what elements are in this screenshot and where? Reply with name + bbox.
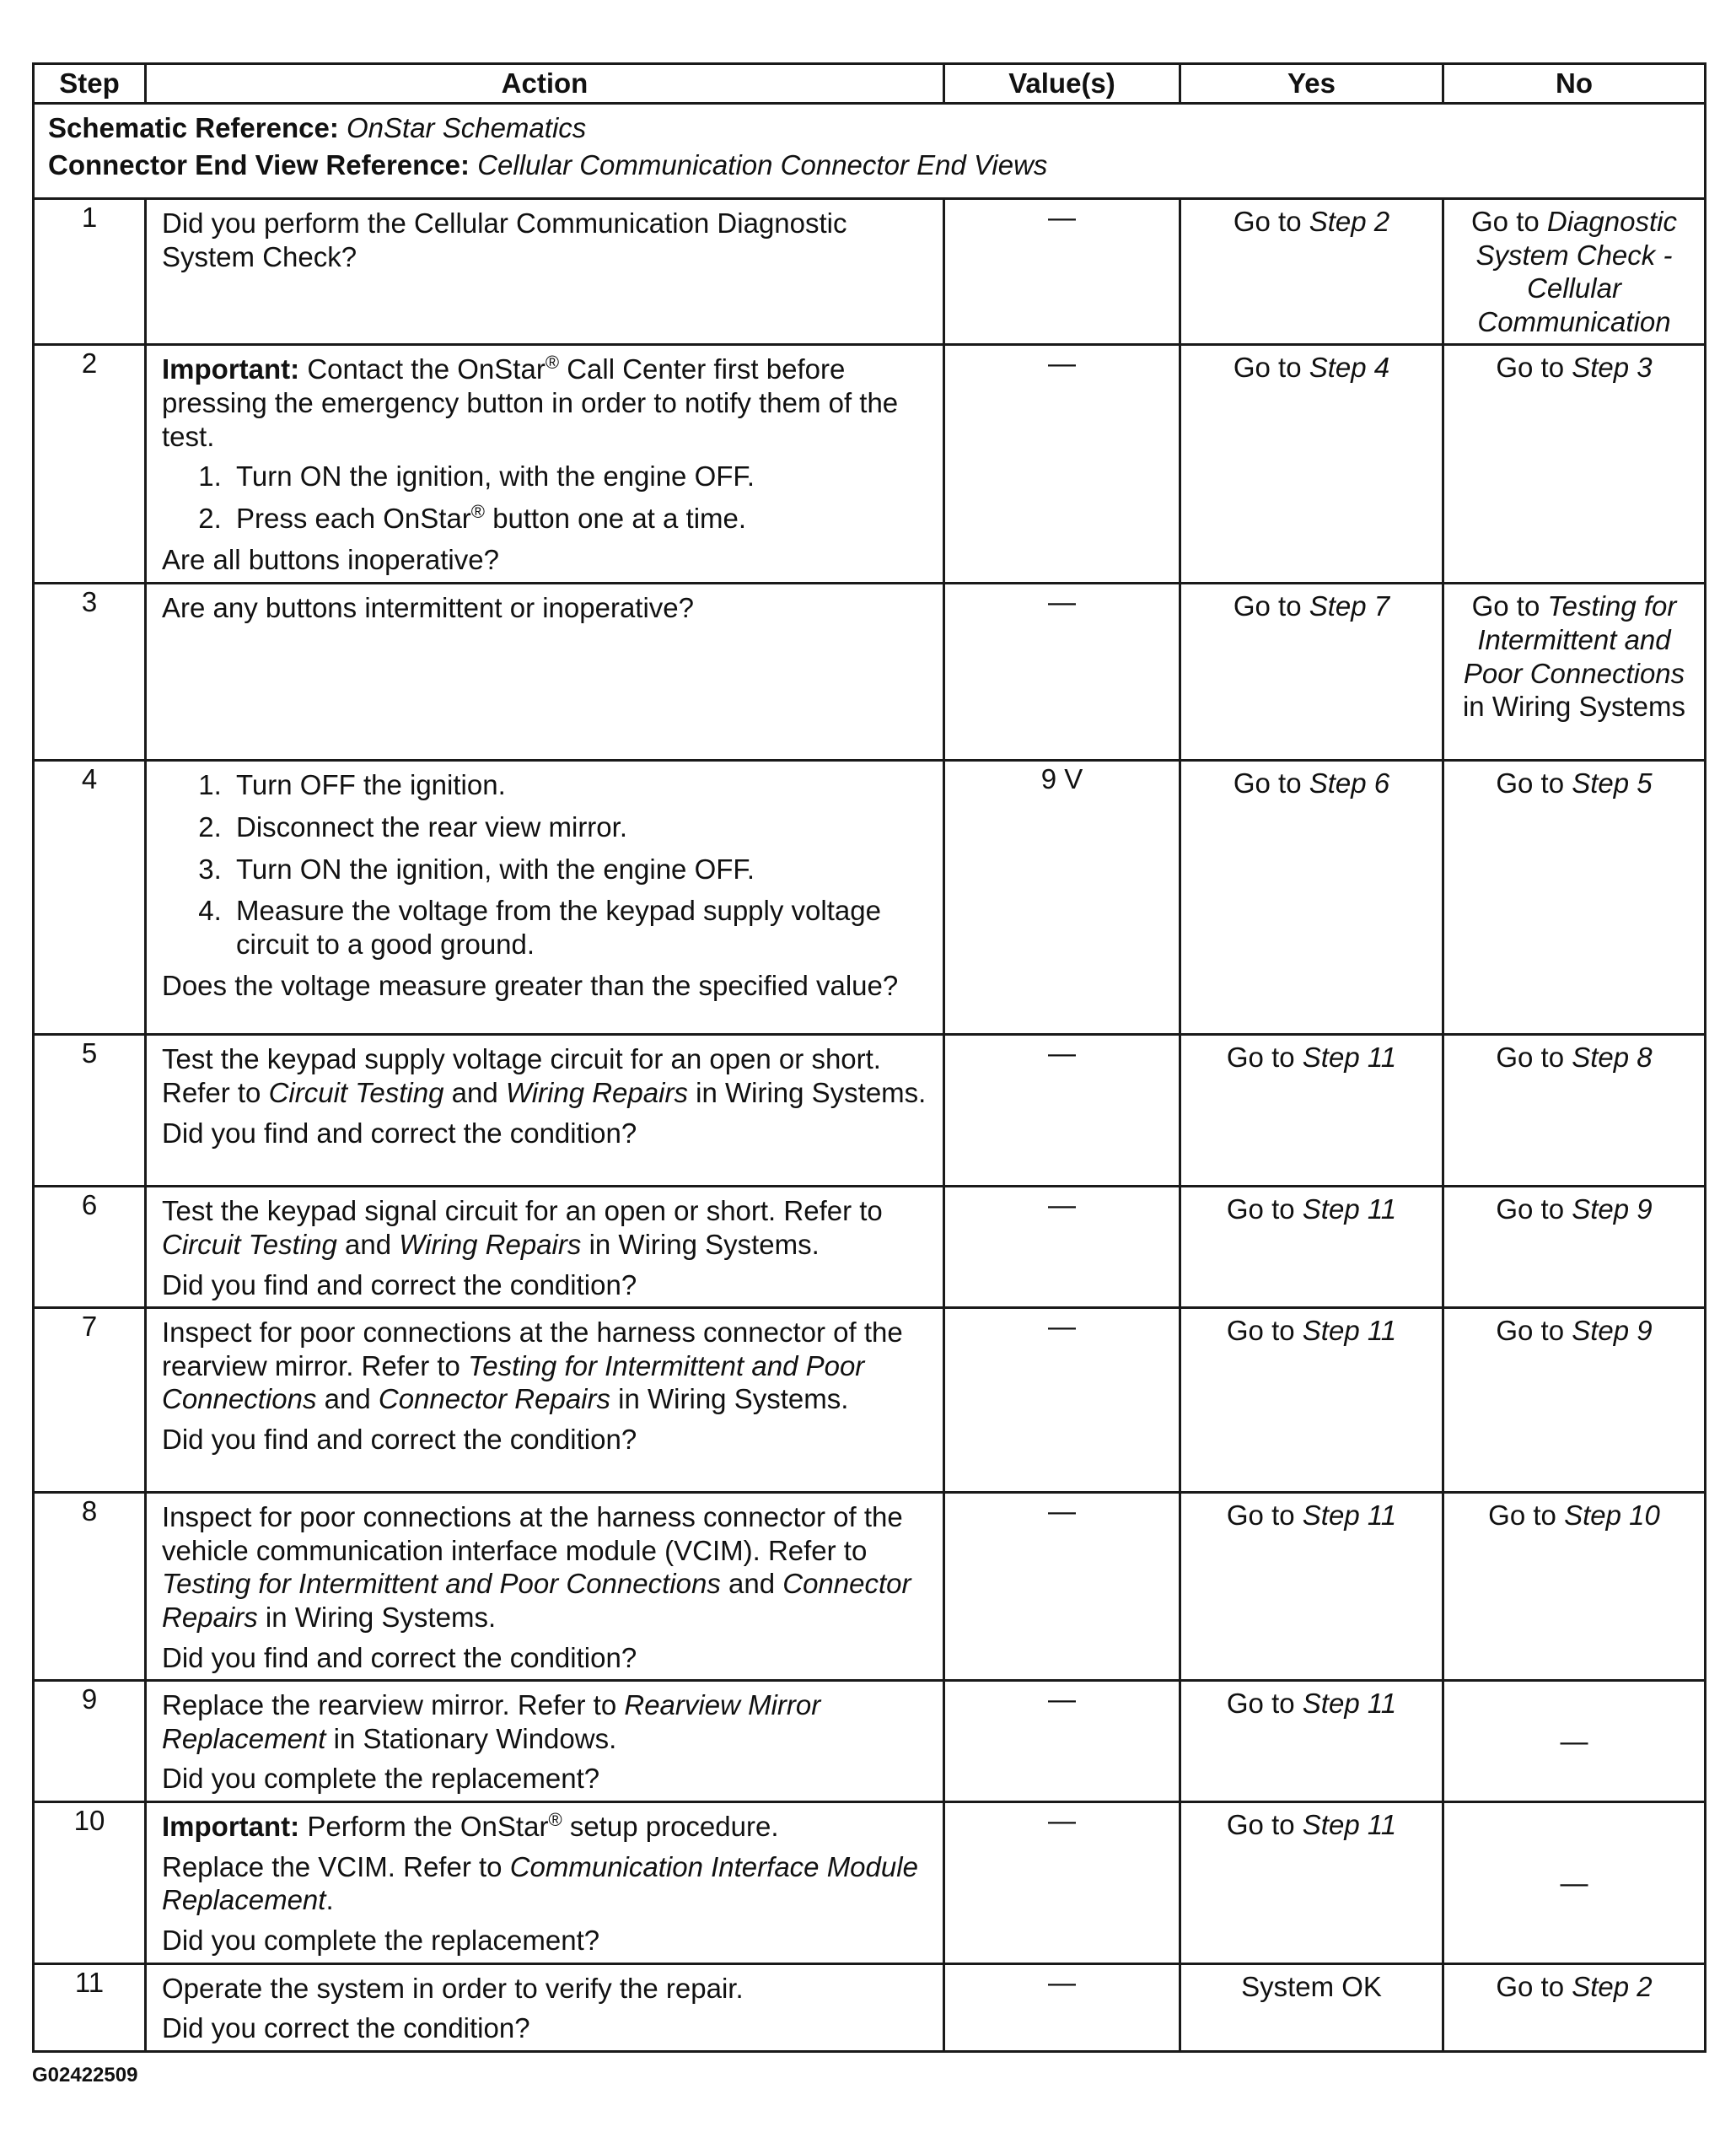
no-prefix: Go to (1488, 1500, 1556, 1532)
action-text (162, 1194, 931, 1261)
value-cell: — (944, 1802, 1180, 1963)
action-text-part: in Wiring Systems. (618, 1383, 849, 1415)
no-link[interactable]: Step 3 (1572, 352, 1653, 384)
table-row (34, 1035, 1706, 1187)
no-suffix: in (1462, 691, 1485, 723)
yes-cell (1180, 761, 1443, 1035)
schematic-reference (48, 111, 1690, 145)
yes-link[interactable]: Step 11 (1302, 1042, 1397, 1074)
no-link[interactable]: Diagnostic System Check - Cellular Communication (1475, 206, 1677, 337)
action-cell (146, 1681, 944, 1802)
yes-cell (1180, 1493, 1443, 1681)
reference-link[interactable]: Rearview Mirror Replacement (162, 1689, 821, 1754)
question-text: Did you find and correct the condition? (162, 1423, 637, 1455)
yes-link[interactable]: Step 4 (1309, 352, 1390, 384)
no-prefix: Go to (1496, 1193, 1565, 1225)
action-cell (146, 1308, 944, 1493)
value-cell: — (944, 1308, 1180, 1493)
important-note (162, 353, 931, 453)
reference-link[interactable]: Testing for Intermittent and Poor Connections (162, 1568, 721, 1600)
list-item: 3. Turn ON the ignition, with the engine OFF. (229, 853, 931, 886)
yes-link[interactable]: Step 11 (1302, 1688, 1397, 1720)
no-cell (1443, 199, 1706, 345)
no-cell: — (1443, 1802, 1706, 1963)
action-text-part: Replace the rearview mirror. Refer to (162, 1689, 617, 1721)
yes-cell (1180, 1681, 1443, 1802)
list-item: 2. Disconnect the rear view mirror. (229, 810, 931, 844)
action-cell (146, 1802, 944, 1963)
action-cell (146, 1187, 944, 1308)
no-prefix: Go to (1471, 206, 1540, 237)
header-yes: Yes (1180, 64, 1443, 104)
yes-prefix: Go to (1226, 1315, 1295, 1347)
header-row (34, 64, 1706, 104)
reference-link[interactable]: Circuit Testing (162, 1228, 337, 1260)
reference-link[interactable]: Communication Interface Module Replacement (162, 1850, 918, 1916)
value-cell: — (944, 199, 1180, 345)
value-cell: — (944, 584, 1180, 761)
no-cell (1443, 1308, 1706, 1493)
no-suffix: Wiring Systems (1491, 691, 1686, 723)
action-text-part: Inspect for poor connections at the harness connector of the rearview mirror. Refer to (162, 1316, 903, 1381)
action-cell (146, 761, 944, 1035)
registered-mark: ® (548, 1809, 562, 1831)
no-cell (1443, 1035, 1706, 1187)
yes-link[interactable]: Step 2 (1309, 206, 1390, 237)
important-text: setup procedure. (569, 1811, 779, 1843)
no-link[interactable]: Step 9 (1572, 1193, 1653, 1225)
yes-prefix: Go to (1226, 1042, 1295, 1074)
step-list (162, 460, 931, 535)
action-text-part: in Wiring Systems. (589, 1228, 820, 1260)
step-list (162, 768, 931, 961)
connector-reference-label: Connector End View Reference: (48, 148, 470, 180)
value-cell: — (944, 345, 1180, 584)
no-cell (1443, 1187, 1706, 1308)
diagnostic-table (32, 62, 1706, 2053)
important-note (162, 1810, 931, 1844)
action-cell (146, 199, 944, 345)
action-text: Operate the system in order to verify the repair. (162, 1972, 744, 2004)
connector-reference (48, 148, 1690, 182)
yes-prefix: Go to (1233, 590, 1302, 622)
figure-id: G02422509 (32, 2064, 138, 2086)
reference-cell (34, 104, 1706, 199)
value-cell: 9 V (944, 761, 1180, 1035)
no-link[interactable]: Testing for Intermittent and Poor Connections (1463, 590, 1685, 689)
table-row (34, 199, 1706, 345)
yes-prefix: Go to (1226, 1500, 1295, 1532)
table-row (34, 1681, 1706, 1802)
no-cell (1443, 1493, 1706, 1681)
action-text-part: Test the keypad supply voltage circuit for an open or short. Refer to (162, 1043, 881, 1108)
no-link[interactable]: Step 9 (1572, 1315, 1653, 1347)
step-number: 4 (34, 761, 146, 1035)
header-step: Step (34, 64, 146, 104)
yes-cell (1180, 1802, 1443, 1963)
yes-prefix: Go to (1233, 352, 1302, 384)
yes-cell (1180, 1308, 1443, 1493)
yes-cell (1180, 584, 1443, 761)
yes-link[interactable]: Step 7 (1309, 590, 1390, 622)
table-row (34, 1308, 1706, 1493)
reference-link[interactable]: Connector Repairs (378, 1383, 610, 1415)
action-text (162, 1042, 931, 1109)
no-cell (1443, 1963, 1706, 2051)
action-text (162, 1500, 931, 1634)
value-cell: — (944, 1035, 1180, 1187)
action-text: Are any buttons intermittent or inoperative? (162, 592, 695, 624)
step-number: 7 (34, 1308, 146, 1493)
no-link[interactable]: Step 5 (1572, 767, 1653, 800)
table-row (34, 1963, 1706, 2051)
important-label: Important: (162, 1811, 300, 1843)
yes-prefix: Go to (1226, 1688, 1295, 1720)
action-text-part: and (728, 1568, 776, 1600)
list-item: 1. Turn OFF the ignition. (229, 768, 931, 802)
list-item (229, 502, 931, 536)
action-cell (146, 345, 944, 584)
action-text-part: and (345, 1228, 392, 1260)
yes-cell: System OK (1180, 1963, 1443, 2051)
reference-link[interactable]: Wiring Repairs (399, 1228, 582, 1260)
yes-cell (1180, 1187, 1443, 1308)
reference-link[interactable]: Connector Repairs (162, 1568, 911, 1633)
header-no: No (1443, 64, 1706, 104)
yes-link[interactable]: Step 11 (1302, 1315, 1397, 1347)
action-text-part: in Stationary Windows. (333, 1722, 617, 1754)
no-prefix: Go to (1496, 352, 1565, 384)
table-row (34, 1187, 1706, 1308)
no-link[interactable]: Step 2 (1572, 1970, 1653, 2002)
action-cell (146, 1493, 944, 1681)
reference-link[interactable]: Testing for Intermittent and Poor Connections (162, 1349, 865, 1415)
yes-cell (1180, 1035, 1443, 1187)
step-number: 2 (34, 345, 146, 584)
value-cell: — (944, 1681, 1180, 1802)
no-prefix: Go to (1471, 590, 1540, 622)
yes-prefix: Go to (1226, 1193, 1295, 1225)
no-cell (1443, 345, 1706, 584)
no-link[interactable]: Step 8 (1572, 1042, 1653, 1074)
schematic-reference-link[interactable]: OnStar Schematics (347, 112, 587, 143)
list-item: 4. Measure the voltage from the keypad supply voltage circuit to a good ground. (229, 894, 931, 961)
no-link[interactable]: Step 10 (1564, 1500, 1660, 1532)
important-label: Important: (162, 353, 300, 385)
step-number: 8 (34, 1493, 146, 1681)
yes-prefix: Go to (1233, 206, 1302, 237)
reference-row (34, 104, 1706, 199)
action-text-part: in Wiring Systems. (265, 1601, 497, 1633)
question-text: Did you complete the replacement? (162, 1763, 600, 1795)
yes-cell (1180, 345, 1443, 584)
reference-link[interactable]: Wiring Repairs (505, 1076, 688, 1108)
step-number: 1 (34, 199, 146, 345)
question-text: Did you complete the replacement? (162, 1924, 600, 1956)
step-number: 9 (34, 1681, 146, 1802)
question-text: Did you correct the condition? (162, 2012, 530, 2044)
list-item-text: Press each OnStar (236, 502, 471, 534)
action-text: Did you perform the Cellular Communication Diagnostic System Check? (162, 207, 847, 272)
yes-link[interactable]: Step 11 (1302, 1809, 1397, 1841)
step-number: 11 (34, 1963, 146, 2051)
header-action: Action (146, 64, 944, 104)
action-text-part: Test the keypad signal circuit for an open or short. Refer to (162, 1195, 883, 1227)
yes-link[interactable]: Step 11 (1302, 1500, 1397, 1532)
action-text-part: in Wiring Systems. (696, 1076, 927, 1108)
question-text: Did you find and correct the condition? (162, 1268, 637, 1300)
registered-mark: ® (470, 500, 486, 522)
no-prefix: Go to (1496, 1315, 1565, 1347)
action-text-part: . (325, 1884, 334, 1916)
no-cell (1443, 584, 1706, 761)
table-row (34, 584, 1706, 761)
question-text: Are all buttons inoperative? (162, 544, 499, 576)
table-row (34, 1493, 1706, 1681)
action-cell (146, 1035, 944, 1187)
action-text-part: Replace the VCIM. Refer to (162, 1850, 503, 1882)
action-cell (146, 1963, 944, 2051)
action-text (162, 1316, 931, 1416)
table-row (34, 1802, 1706, 1963)
table-row (34, 345, 1706, 584)
action-text-part: Inspect for poor connections at the harness connector of the vehicle communication interface module (VCIM). Refer to (162, 1501, 903, 1566)
important-text: Perform the OnStar (307, 1811, 549, 1843)
question-text: Did you find and correct the condition? (162, 1641, 637, 1673)
no-cell: — (1443, 1681, 1706, 1802)
question-text: Does the voltage measure greater than the specified value? (162, 970, 899, 1002)
list-item: 1. Turn ON the ignition, with the engine OFF. (229, 460, 931, 493)
table-row (34, 761, 1706, 1035)
action-text-part: and (451, 1076, 498, 1108)
yes-prefix: Go to (1226, 1809, 1295, 1841)
yes-link[interactable]: Step 6 (1309, 767, 1390, 800)
no-prefix: Go to (1496, 1042, 1565, 1074)
important-text: Contact the OnStar (307, 353, 546, 385)
value-cell: — (944, 1963, 1180, 2051)
no-prefix: Go to (1496, 767, 1565, 800)
step-number: 3 (34, 584, 146, 761)
value-cell: — (944, 1187, 1180, 1308)
header-values: Value(s) (944, 64, 1180, 104)
action-text-part: and (324, 1383, 371, 1415)
schematic-reference-label: Schematic Reference: (48, 112, 339, 143)
action-text (162, 1850, 931, 1917)
list-item-text: button one at a time. (492, 502, 747, 534)
action-text (162, 1688, 931, 1755)
reference-link[interactable]: Circuit Testing (268, 1076, 444, 1108)
action-cell (146, 584, 944, 761)
step-number: 5 (34, 1035, 146, 1187)
important-text: Call Center first before pressing the emergency button in order to notify them of the test. (162, 353, 899, 452)
value-cell: — (944, 1493, 1180, 1681)
registered-mark: ® (545, 352, 560, 374)
yes-cell (1180, 199, 1443, 345)
connector-reference-link[interactable]: Cellular Communication Connector End Views (477, 148, 1048, 180)
yes-prefix: Go to (1233, 767, 1302, 800)
yes-link[interactable]: Step 11 (1302, 1193, 1397, 1225)
step-number: 10 (34, 1802, 146, 1963)
no-cell (1443, 761, 1706, 1035)
step-number: 6 (34, 1187, 146, 1308)
no-prefix: Go to (1496, 1970, 1565, 2002)
question-text: Did you find and correct the condition? (162, 1117, 637, 1149)
